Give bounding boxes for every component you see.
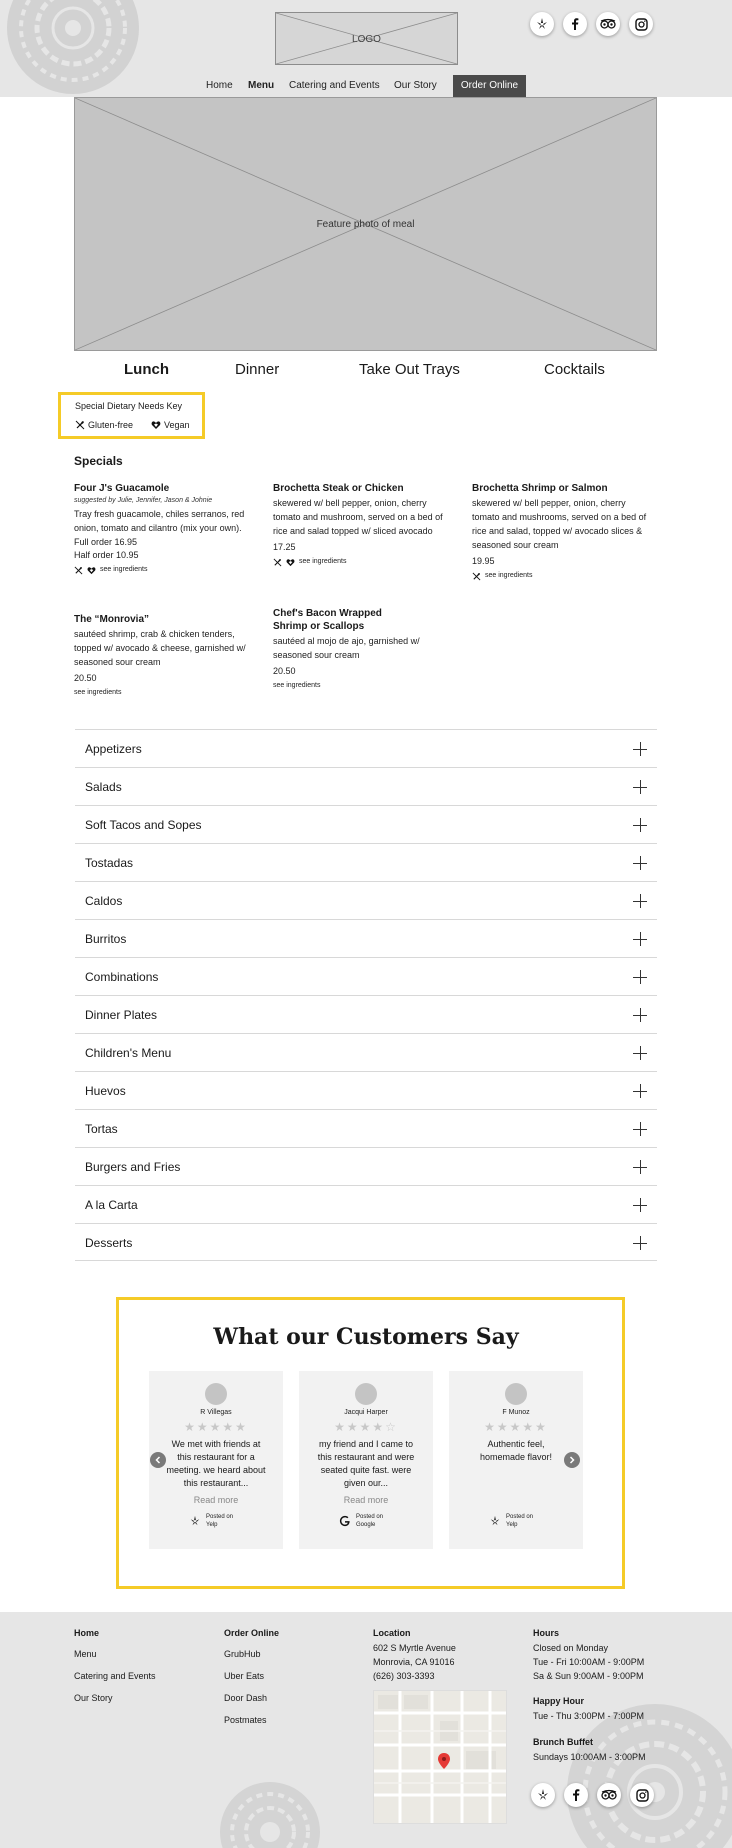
vegan-heart-icon [87, 566, 96, 575]
site-header [0, 0, 732, 97]
nav-home[interactable]: Home [206, 80, 233, 91]
accordion-label: Desserts [85, 1236, 133, 1250]
avatar [355, 1383, 377, 1405]
tab-dinner[interactable]: Dinner [235, 361, 280, 378]
footer-address-line: 602 S Myrtle Avenue [373, 1643, 456, 1653]
dish-dietary-meta [273, 680, 443, 692]
accordion-label: Soft Tacos and Sopes [85, 818, 202, 832]
site-footer [0, 1612, 732, 1848]
google-icon [339, 1515, 351, 1527]
reviewer-name: R Villegas [200, 1409, 232, 1416]
review-source [489, 1513, 533, 1529]
logo-text: LOGO [352, 34, 381, 45]
special-dish [273, 607, 443, 692]
tripadvisor-icon [601, 1789, 617, 1801]
gluten-free-icon [472, 572, 481, 581]
source-name: Google [356, 1522, 376, 1528]
map-icon [374, 1691, 507, 1824]
footer-instagram-link[interactable] [630, 1783, 654, 1807]
footer-postmates-link[interactable]: Postmates [224, 1715, 267, 1725]
accordion-appetizers[interactable] [75, 729, 657, 767]
plus-icon[interactable] [633, 1236, 647, 1250]
review-card [149, 1371, 283, 1549]
dietary-key-title: Special Dietary Needs Key [75, 401, 183, 411]
dish-price-full: Full order 16.95 [74, 537, 138, 547]
see-ingredients-link[interactable]: see ingredients [273, 682, 321, 689]
footer-brunch-time: Sundays 10:00AM - 3:00PM [533, 1752, 646, 1762]
dish-dietary-meta [472, 570, 652, 582]
mandala-decoration-icon [565, 1702, 732, 1848]
dish-name: Brochetta Steak or Chicken [273, 483, 404, 494]
accordion-label: A la Carta [85, 1198, 138, 1212]
footer-location-title: Location [373, 1628, 411, 1638]
reviews-title: What our Customers Say [213, 1324, 519, 1350]
gluten-free-icon [74, 566, 83, 575]
nav-catering[interactable]: Catering and Events [289, 80, 380, 91]
accordion-label: Combinations [85, 970, 159, 984]
footer-hours-line: Tue - Fri 10:00AM - 9:00PM [533, 1657, 645, 1667]
star-rating: ★★★★★ [184, 1420, 248, 1434]
read-more-link[interactable]: Read more [193, 1495, 239, 1505]
source-name: Yelp [206, 1522, 218, 1528]
special-dish [74, 482, 254, 576]
dish-name: Chef's Bacon Wrapped Shrimp or Scallops [273, 608, 382, 632]
footer-catering-link[interactable]: Catering and Events [74, 1671, 156, 1681]
logo-placeholder[interactable] [275, 12, 458, 65]
accordion-dinner-plates[interactable] [75, 995, 657, 1033]
accordion-salads[interactable] [75, 767, 657, 805]
plus-icon[interactable] [633, 818, 647, 832]
plus-icon[interactable] [633, 1198, 647, 1212]
footer-brunch-title: Brunch Buffet [533, 1737, 593, 1747]
plus-icon[interactable] [633, 1008, 647, 1022]
gluten-free-icon [75, 420, 85, 430]
tripadvisor-link[interactable] [596, 12, 620, 36]
instagram-icon [635, 18, 648, 31]
accordion-label: Tostadas [85, 856, 134, 870]
footer-hours-title: Hours [533, 1628, 560, 1638]
accordion-burgers[interactable] [75, 1147, 657, 1185]
vegan-key [151, 418, 190, 432]
footer-home-link[interactable]: Home [74, 1628, 100, 1638]
accordion-tostadas[interactable] [75, 843, 657, 881]
tab-take-out-trays[interactable]: Take Out Trays [359, 361, 460, 378]
review-source [339, 1513, 383, 1529]
dish-price: 20.50 [74, 673, 97, 683]
plus-icon[interactable] [633, 1046, 647, 1060]
dish-name: Brochetta Shrimp or Salmon [472, 483, 608, 494]
see-ingredients-link[interactable]: see ingredients [299, 558, 347, 565]
carousel-prev-button[interactable] [150, 1452, 166, 1468]
accordion-label: Appetizers [85, 742, 142, 756]
review-text: my friend and I came to this restaurant and were seated quite fast. were given our... [317, 1439, 415, 1488]
dish-description: sautéed al mojo de ajo, garnished w/ seasoned sour cream [273, 636, 420, 660]
instagram-icon [636, 1789, 649, 1802]
dish-description: sautéed shrimp, crab & chicken tenders, topped w/ avocado & cheese, garnished w/ seasoned sour cream [74, 629, 246, 667]
accordion-huevos[interactable] [75, 1071, 657, 1109]
facebook-icon [569, 1788, 583, 1802]
yelp-icon [536, 1788, 550, 1802]
footer-hours-line: Sa & Sun 9:00AM - 9:00PM [533, 1671, 644, 1681]
order-online-button[interactable]: Order Online [453, 75, 526, 97]
chevron-right-icon [568, 1456, 576, 1464]
footer-order-online-title[interactable]: Order Online [224, 1628, 280, 1638]
reviewer-name: F Munoz [502, 1409, 530, 1416]
dish-price: 19.95 [472, 556, 495, 566]
yelp-icon [489, 1515, 501, 1527]
dish-price: 20.50 [273, 666, 296, 676]
tripadvisor-icon [600, 18, 616, 30]
footer-phone[interactable]: (626) 303-3393 [373, 1671, 435, 1681]
special-dish [74, 613, 254, 699]
location-map[interactable] [373, 1690, 507, 1824]
source-name: Yelp [506, 1522, 518, 1528]
accordion-label: Dinner Plates [85, 1008, 158, 1022]
source-prefix: Posted on [206, 1514, 234, 1520]
footer-address-line: Monrovia, CA 91016 [373, 1657, 455, 1667]
facebook-link[interactable] [563, 12, 587, 36]
specials-title: Specials [74, 454, 123, 468]
yelp-link[interactable] [530, 12, 554, 36]
accordion-childrens-menu[interactable] [75, 1033, 657, 1071]
dish-dietary-meta [74, 687, 254, 699]
tab-lunch[interactable]: Lunch [124, 361, 169, 378]
dish-description: Tray fresh guacamole, chiles serranos, red onion, tomato and cilantro (mix your own). [74, 509, 245, 533]
plus-icon[interactable] [633, 856, 647, 870]
reviewer-name: Jacqui Harper [344, 1409, 388, 1416]
plus-icon[interactable] [633, 1160, 647, 1174]
accordion-a-la-carta[interactable] [75, 1185, 657, 1223]
plus-icon[interactable] [633, 894, 647, 908]
footer-menu-link[interactable]: Menu [74, 1649, 97, 1659]
main-nav [0, 75, 732, 97]
accordion-combinations[interactable] [75, 957, 657, 995]
facebook-icon [568, 17, 582, 31]
review-text: Authentic feel, homemade flavor! [479, 1439, 553, 1462]
footer-tripadvisor-link[interactable] [597, 1783, 621, 1807]
plus-icon[interactable] [633, 780, 647, 794]
accordion-caldos[interactable] [75, 881, 657, 919]
review-card [449, 1371, 583, 1549]
accordion-label: Tortas [85, 1122, 118, 1136]
accordion-label: Children's Menu [85, 1046, 172, 1060]
star-rating: ★★★★☆ [334, 1420, 398, 1434]
vegan-heart-icon [151, 420, 161, 430]
yelp-icon [189, 1515, 201, 1527]
footer-doordash-link[interactable]: Door Dash [224, 1693, 268, 1703]
dish-dietary-meta [74, 564, 254, 576]
footer-hours-line: Closed on Monday [533, 1643, 609, 1653]
chevron-left-icon [154, 1456, 162, 1464]
footer-our-story-link[interactable]: Our Story [74, 1693, 113, 1703]
dish-dietary-meta [273, 556, 453, 568]
footer-happy-hour-title: Happy Hour [533, 1696, 585, 1706]
see-ingredients-link[interactable]: see ingredients [100, 566, 148, 573]
footer-yelp-link[interactable] [531, 1783, 555, 1807]
accordion-soft-tacos[interactable] [75, 805, 657, 843]
footer-happy-hour-time: Tue - Thu 3:00PM - 7:00PM [533, 1711, 645, 1721]
accordion-tortas[interactable] [75, 1109, 657, 1147]
footer-grubhub-link[interactable]: GrubHub [224, 1649, 261, 1659]
dish-description: skewered w/ bell pepper, onion, cherry tomato and mushroom, served on a bed of rice and salad topped w/ sliced avocado [273, 498, 443, 536]
plus-icon[interactable] [633, 742, 647, 756]
star-rating: ★★★★★ [484, 1420, 548, 1434]
avatar [505, 1383, 527, 1405]
yelp-icon [535, 17, 549, 31]
dish-description: skewered w/ bell pepper, onion, cherry tomato and mushrooms, served on a bed of rice and salad, topped w/ avocado slices & seasoned sour cream [472, 498, 647, 550]
accordion-label: Burgers and Fries [85, 1160, 181, 1174]
footer-ubereats-link[interactable]: Uber Eats [224, 1671, 265, 1681]
feature-photo-placeholder [74, 97, 657, 351]
mandala-decoration-icon [218, 1780, 322, 1848]
special-dish [472, 482, 652, 582]
see-ingredients-link[interactable]: see ingredients [485, 572, 533, 579]
carousel-next-button[interactable] [564, 1452, 580, 1468]
source-prefix: Posted on [506, 1514, 534, 1520]
footer-facebook-link[interactable] [564, 1783, 588, 1807]
source-prefix: Posted on [356, 1514, 384, 1520]
vegan-label: Vegan [164, 420, 190, 430]
accordion-burritos[interactable] [75, 919, 657, 957]
tab-cocktails[interactable]: Cocktails [544, 361, 605, 378]
dish-price: 17.25 [273, 542, 296, 552]
gluten-free-label: Gluten-free [88, 420, 134, 430]
special-dish [273, 482, 453, 568]
nav-menu[interactable]: Menu [248, 80, 275, 91]
dish-name: Four J's Guacamole [74, 483, 170, 494]
plus-icon[interactable] [633, 1084, 647, 1098]
plus-icon[interactable] [633, 970, 647, 984]
review-card [299, 1371, 433, 1549]
dish-price-half: Half order 10.95 [74, 550, 139, 560]
dish-name: The “Monrovia” [74, 614, 150, 625]
nav-our-story[interactable]: Our Story [394, 80, 437, 91]
accordion-label: Huevos [85, 1084, 126, 1098]
gluten-free-icon [273, 558, 282, 567]
instagram-link[interactable] [629, 12, 653, 36]
accordion-desserts[interactable] [75, 1223, 657, 1261]
plus-icon[interactable] [633, 1122, 647, 1136]
plus-icon[interactable] [633, 932, 647, 946]
accordion-label: Salads [85, 780, 122, 794]
feature-photo-text: Feature photo of meal [316, 218, 415, 230]
review-text: We met with friends at this restaurant for a meeting. we heard about this restaurant... [166, 1439, 266, 1488]
avatar [205, 1383, 227, 1405]
gluten-free-key [75, 418, 133, 432]
vegan-heart-icon [286, 558, 295, 567]
accordion-label: Caldos [85, 894, 123, 908]
accordion-label: Burritos [85, 932, 127, 946]
see-ingredients-link[interactable]: see ingredients [74, 689, 122, 696]
review-source [189, 1513, 233, 1529]
read-more-link[interactable]: Read more [343, 1495, 389, 1505]
dish-suggested-by: suggested by Julie, Jennifer, Jason & Johnie [74, 497, 213, 504]
